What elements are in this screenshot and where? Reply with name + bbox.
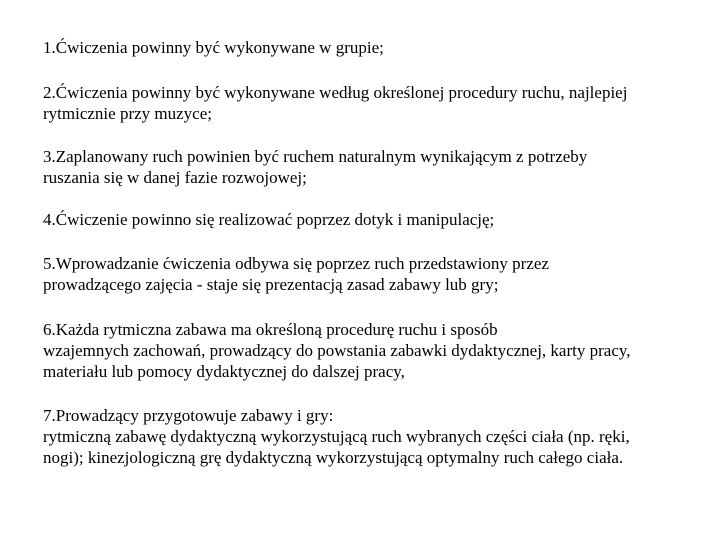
- paragraph-1: [43, 37, 693, 58]
- paragraph-6-line-2: wzajemnych zachowań, prowadzący do powstania zabawki dydaktycznej, karty pracy,: [43, 341, 631, 360]
- paragraph-3: [43, 146, 693, 188]
- paragraph-3-line-1: 3.Zaplanowany ruch powinien być ruchem naturalnym wynikającym z potrzeby: [43, 147, 588, 166]
- paragraph-5-line-2: prowadzącego zajęcia - staje się prezentacją zasad zabawy lub gry;: [43, 275, 499, 294]
- paragraph-1-line-1: 1.Ćwiczenia powinny być wykonywane w grupie;: [43, 38, 384, 57]
- paragraph-4: [43, 209, 693, 230]
- paragraph-7-line-1: 7.Prowadzący przygotowuje zabawy i gry:: [43, 406, 334, 425]
- paragraph-4-line-1: 4.Ćwiczenie powinno się realizować poprzez dotyk i manipulację;: [43, 210, 495, 229]
- paragraph-6-line-1: 6.Każda rytmiczna zabawa ma określoną procedurę ruchu i sposób: [43, 320, 498, 339]
- paragraph-5-line-1: 5.Wprowadzanie ćwiczenia odbywa się poprzez ruch przedstawiony przez: [43, 254, 549, 273]
- paragraph-7: [43, 405, 693, 468]
- paragraph-2-line-1: 2.Ćwiczenia powinny być wykonywane według określonej procedury ruchu, najlepiej: [43, 83, 628, 102]
- paragraph-3-line-2: ruszania się w danej fazie rozwojowej;: [43, 168, 307, 187]
- paragraph-2: [43, 82, 693, 124]
- paragraph-7-line-2: rytmiczną zabawę dydaktyczną wykorzystującą ruch wybranych części ciała (np. ręki,: [43, 427, 630, 446]
- paragraph-2-line-2: rytmicznie przy muzyce;: [43, 104, 212, 123]
- paragraph-7-line-3: nogi); kinezjologiczną grę dydaktyczną wykorzystującą optymalny ruch całego ciała.: [43, 448, 624, 467]
- paragraph-6: [43, 319, 693, 382]
- paragraph-5: [43, 253, 693, 295]
- paragraph-6-line-3: materiału lub pomocy dydaktycznej do dalszej pracy,: [43, 362, 405, 381]
